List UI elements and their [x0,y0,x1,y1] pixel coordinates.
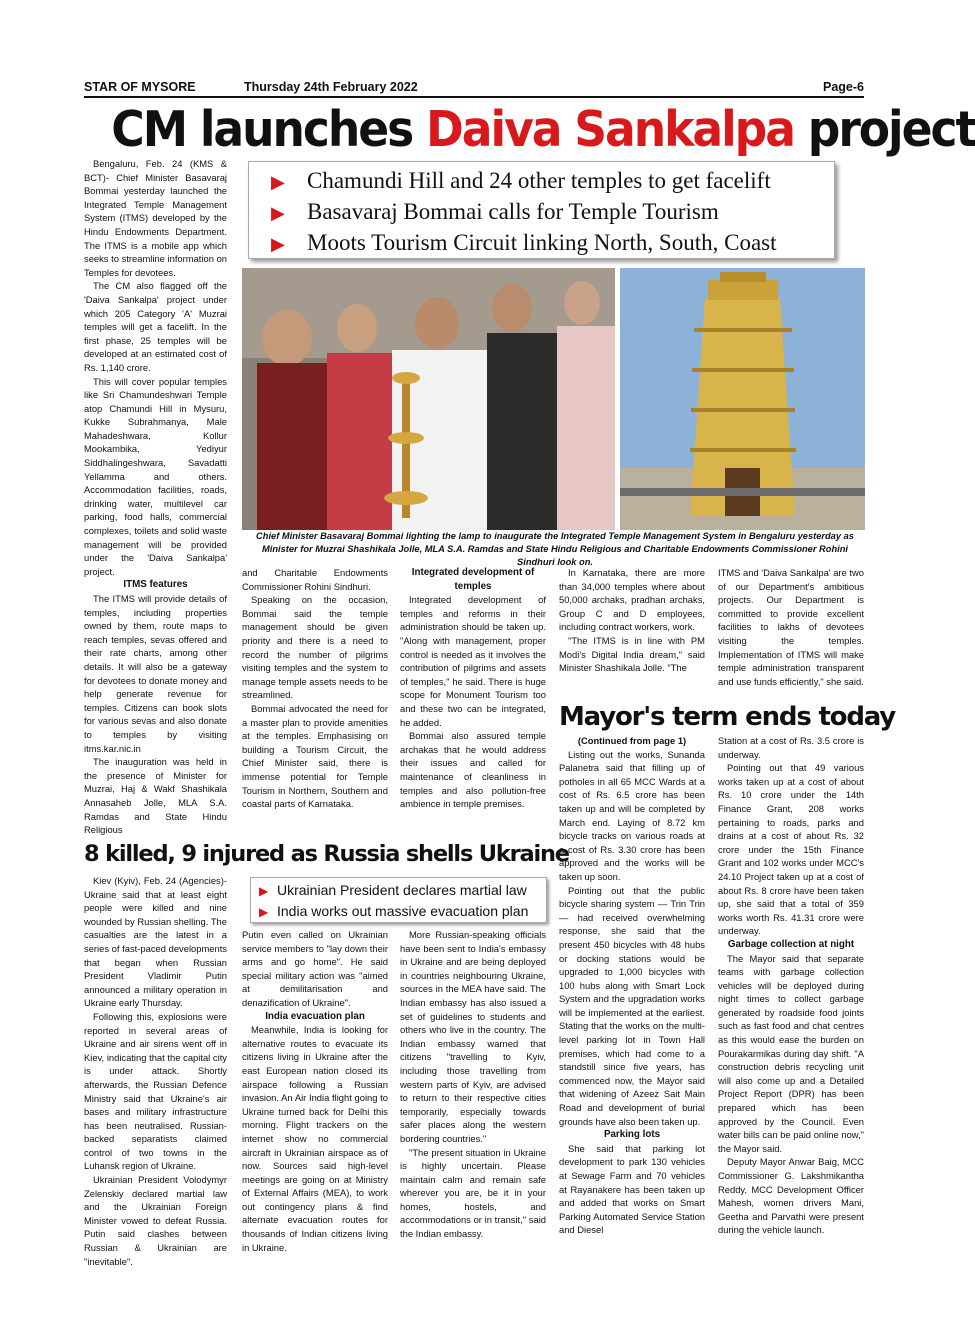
paragraph: Bommai also assured temple archakas that he would address their issues and called for maintenance of cleanliness in temples and also pollution-free ambience in temple premises. [400,730,546,810]
paragraph: Pointing out that the public bicycle sharing system — Trin Trin — had received overwhelming response, she said that the present 450 bicycles with 48 hubs or docking stations would be upgraded to 1,000 bicycles with 100 hubs along with Smart Lock System and the upgradation works will be implemented at the earliest. Stating that the works on the multi-level parking lot in Town Hall premises, which had come to a standstill since five years, has commenced now, the Mayor said that widening of Azeez Sait Main Road and development of burial grounds have also been taken up. [559,884,705,1127]
mayor-story-col-2 [718,734,864,1237]
triangle-bullet-icon: ▶ [259,884,269,898]
cm-story-col-1 [84,157,227,837]
subheading: Garbage collection at night [727,938,855,950]
subheading: Parking lots [603,1129,661,1141]
paper-name: STAR OF MYSORE [84,80,196,94]
paragraph: Speaking on the occasion, Bommai said the temple management should be given priority and there is a need to record the number of pilgrims visiting temples and the system to manage temple assets needs to be streamlined. [242,594,388,701]
subheading: Integrated development of temples [411,567,535,592]
paragraph: Station at a cost of Rs. 3.5 crore is underway. [718,735,864,760]
ukraine-story-col-3 [400,928,546,1241]
ukraine-story-col-1 [84,874,227,1268]
mayor-story-col-1 [559,734,705,1237]
paragraph: Listing out the works, Sunanda Palanetra said that filling up of potholes in all 65 MCC Wards at a cost of Rs. 6.5 crore has been taken up and will be completed by March end. Laying of 8.72 km bicycle tracks on various roads at a cost of Rs. 3.30 crore has been approved and the works will be taken up soon. [559,748,705,882]
ukraine-headline: 8 killed, 9 injured as Russia shells Ukraine [84,841,569,867]
mayor-headline: Mayor's term ends today [559,702,896,732]
ukraine-highlights-box [250,877,547,923]
triangle-bullet-icon: ▶ [271,234,285,254]
main-headline [111,100,975,160]
highlight-item: ▶ Chamundi Hill and 24 other temples to get facelift [271,166,834,197]
highlight-item: ▶ India works out massive evacuation plan [259,901,546,922]
temple-gopuram-illustration [620,268,865,530]
highlight-item: ▶ Moots Tourism Circuit linking North, South, Coast [271,228,834,259]
paragraph: Meanwhile, India is looking for alternative routes to evacuate its citizens living in Ukraine after the east European nation closed its airspace following a Russian invasion. An Air India flight going to Ukraine turned back for Delhi this morning. Flight trackers on the internet show no commercial aircraft in Ukrainian airspace as of now. Sources said high-level meetings are going on at Ministry of External Affairs (MEA), to work out contingency plans & find alternate evacuation routes for thousands of Indian citizens living in Ukraine. [242,1024,388,1253]
lamp-lighting-photo [242,268,615,530]
paragraph: Kiev (Kyiv), Feb. 24 (Agencies)- Ukraine said that at least eight people were killed and nine wounded by Russian shelling. The casualties are the latest in a series of fast-paced developments that began when Russian President Vladimir Putin announced a military operation in Ukraine early Thursday. [84,875,227,1009]
paragraph: The Mayor said that separate teams with garbage collection vehicles will be deployed during night times to collect garbage generated by roadside food joints such as fast food and chat centres as this would ease the burden on Pourakarmikas during day shift. "A construction debris recycling unit will also come up and a Detailed Project Report (DPR) has been prepared which has been approved by the Council. Even water bills can be paid online now," the Mayor said. [718,952,864,1154]
triangle-bullet-icon: ▶ [271,203,285,223]
paragraph: "The present situation in Ukraine is highly uncertain. Please maintain calm and remain safe wherever you are, be it in your homes, hostels, and accommodations or in transit," said the Indian embassy. [400,1146,546,1240]
masthead [84,78,864,98]
paragraph: Integrated development of temples and reforms in their administration should be taken up. "Along with management, proper control is needed as it involves the contribution of pilgrims and assets of temples," he said. There is huge scope for Monument Tourism too and these two can be integrated, he added. [400,594,546,728]
headline-part2: project [793,101,975,158]
paragraph: Pointing out that 49 various works taken up at a cost of about Rs. 10 crore under the 14th Finance Grant, 208 works pertaining to roads, parks and drains at a cost of about Rs. 32 crore under the 15th Finance Grant and 102 works under MCC's 24.10 Project taken up at a cost of about Rs. 8 crore have been taken up, she said that a total of 359 works worth Rs. 41.31 crore were underway. [718,762,864,937]
paragraph: Ukrainian President Volodymyr Zelenskiy declared martial law and the Ukrainian Foreign Minister vowed to defeat Russia. Putin said clashes between Russian & Ukrainian are "inevitable". [84,1174,227,1267]
paragraph: In Karnataka, there are more than 34,000 temples where about 50,000 archaks, pradhan archaks, Group C and D employees, including contract workers, work. [559,567,705,633]
page-number: Page-6 [823,80,864,94]
paragraph: "The ITMS is in line with PM Modi's Digital India dream," said Minister Shashikala Jolle. "The [559,634,705,674]
paragraph: Bengaluru, Feb. 24 (KMS & BCT)- Chief Minister Basavaraj Bommai yesterday launched the Integrated Temple Management System (ITMS) developed by the Hindu Endowments Department. The ITMS is a mobile app which seeks to streamline information on Temples for devotees. [84,158,227,278]
lamp-lighting-illustration [242,268,615,530]
subheading: India evacuation plan [265,1010,365,1022]
cm-story-col-3 [400,566,546,811]
paragraph: ITMS and 'Daiva Sankalpa' are two of our Department's ambitious projects. Our Department is committed to provide excellent facilities to lakhs of devotees visiting the temples. Implementation of ITMS will make temple administration transparent and use funds efficiently," she said. [718,567,864,687]
paragraph: Bommai advocated the need for a master plan to provide amenities at the temples. Emphasising on building a Tourism Circuit, the Chief Minister said, there is immense potential for Temple Tourism in Northern, Southern and coastal parts of Karnataka. [242,702,388,810]
highlight-item: ▶ Ukrainian President declares martial law [259,880,546,901]
highlights-box [248,161,835,259]
paragraph: and Charitable Endowments Commissioner Rohini Sindhuri. [242,567,388,592]
paragraph: The inauguration was held in the presence of Minister for Muzrai, Haj & Wakf Shashikala Annasaheb Jolle, MLA S.A. Ramdas and State Hindu Religious [84,756,227,836]
headline-part1: CM launches [111,101,427,158]
paragraph: She said that parking lot development to park 130 vehicles at Sewage Farm and 70 vehicles at Rayanakere has been taken up and added that works on Smart Parking Automated Service Station and Diesel [559,1142,705,1236]
continued-label: (Continued from page 1) [577,735,687,746]
cm-story-col-5 [718,566,864,688]
ukraine-story-col-2 [242,928,388,1254]
temple-photo [620,268,865,530]
cm-story-col-2 [242,566,388,811]
paragraph: Putin even called on Ukrainian service members to "lay down their arms and go home". He said special military action was "aimed at demilitarisation and denazification of Ukraine". [242,929,388,1008]
paragraph: More Russian-speaking officials have been sent to India's embassy in Ukraine and are being deployed in countries neighbouring Ukraine, sources in the MEA have said. The Indian embassy has also issued a set of guidelines to students and others who live in the country. The Indian embassy warned that citizens "travelling to Kyiv, including those travelling from western parts of Kyiv, are advised to return to their respective cities temporarily, especially towards safer places along the western bordering countries." [400,929,546,1144]
paragraph: Deputy Mayor Anwar Baig, MCC Commissioner G. Lakshmikantha Reddy, MCC Development Officer Mahesh, women drivers Mani, Geetha and Parvathi were present during the vehicle launch. [718,1156,864,1236]
paragraph: The CM also flagged off the 'Daiva Sankalpa' project under which 205 Category 'A' Muzrai temples will get a facelift. In the first phase, 25 temples will be developed at an estimated cost of Rs. 1,140 crore. [84,280,227,373]
cm-story-col-4 [559,566,705,675]
triangle-bullet-icon: ▶ [259,905,269,919]
photo-caption: Chief Minister Basavaraj Bommai lighting the lamp to inaugurate the Integrated Temple Management System in Bengaluru yesterday as Minister for Muzrai Shashikala Jolle, MLA S.A. Ramdas and State Hindu Religious and Charitable Endowments Commissioner Rohini Sindhuri look on. [256,531,854,567]
subheading: ITMS features [123,579,188,591]
paragraph: The ITMS will provide details of temples, including properties owned by them, route maps to reach temples, sevas offered and their rate charts, among other details. It will also be a gateway for devotees to donate money and help generate revenue for temples. Citizens can book slots for various sevas and also donate to temples by visiting itms.kar.nic.in [84,593,227,754]
triangle-bullet-icon: ▶ [271,172,285,192]
highlight-item: ▶ Basavaraj Bommai calls for Temple Tourism [271,197,834,228]
paragraph: Following this, explosions were reported in several areas of Ukraine and air sirens went off in Kiev, indicating that the capital city is under attack. Shortly afterwards, the Russian Defence Ministry said that Ukraine's air bases and military infrastructure has been neutralised. Russian-backed separatists claimed control of two towns in the Luhansk region of Ukraine. [84,1010,227,1172]
paragraph: This will cover popular temples like Sri Chamundeshwari Temple atop Chamundi Hill in Mysuru, Kukke Subrahmanya, Male Mahadeshwara, Kollur Mookambika, Yediyur Siddhalingeshwara, Savadatti Yellamma and others. Accommodation facilities, roads, drinking water, multilevel car parking, food halls, commercial complexes, toilets and solid waste management will be provided under the 'Daiva Sankalpa' project. [84,375,227,577]
issue-date: Thursday 24th February 2022 [244,80,418,94]
headline-highlight: Daiva Sankalpa [426,101,794,158]
